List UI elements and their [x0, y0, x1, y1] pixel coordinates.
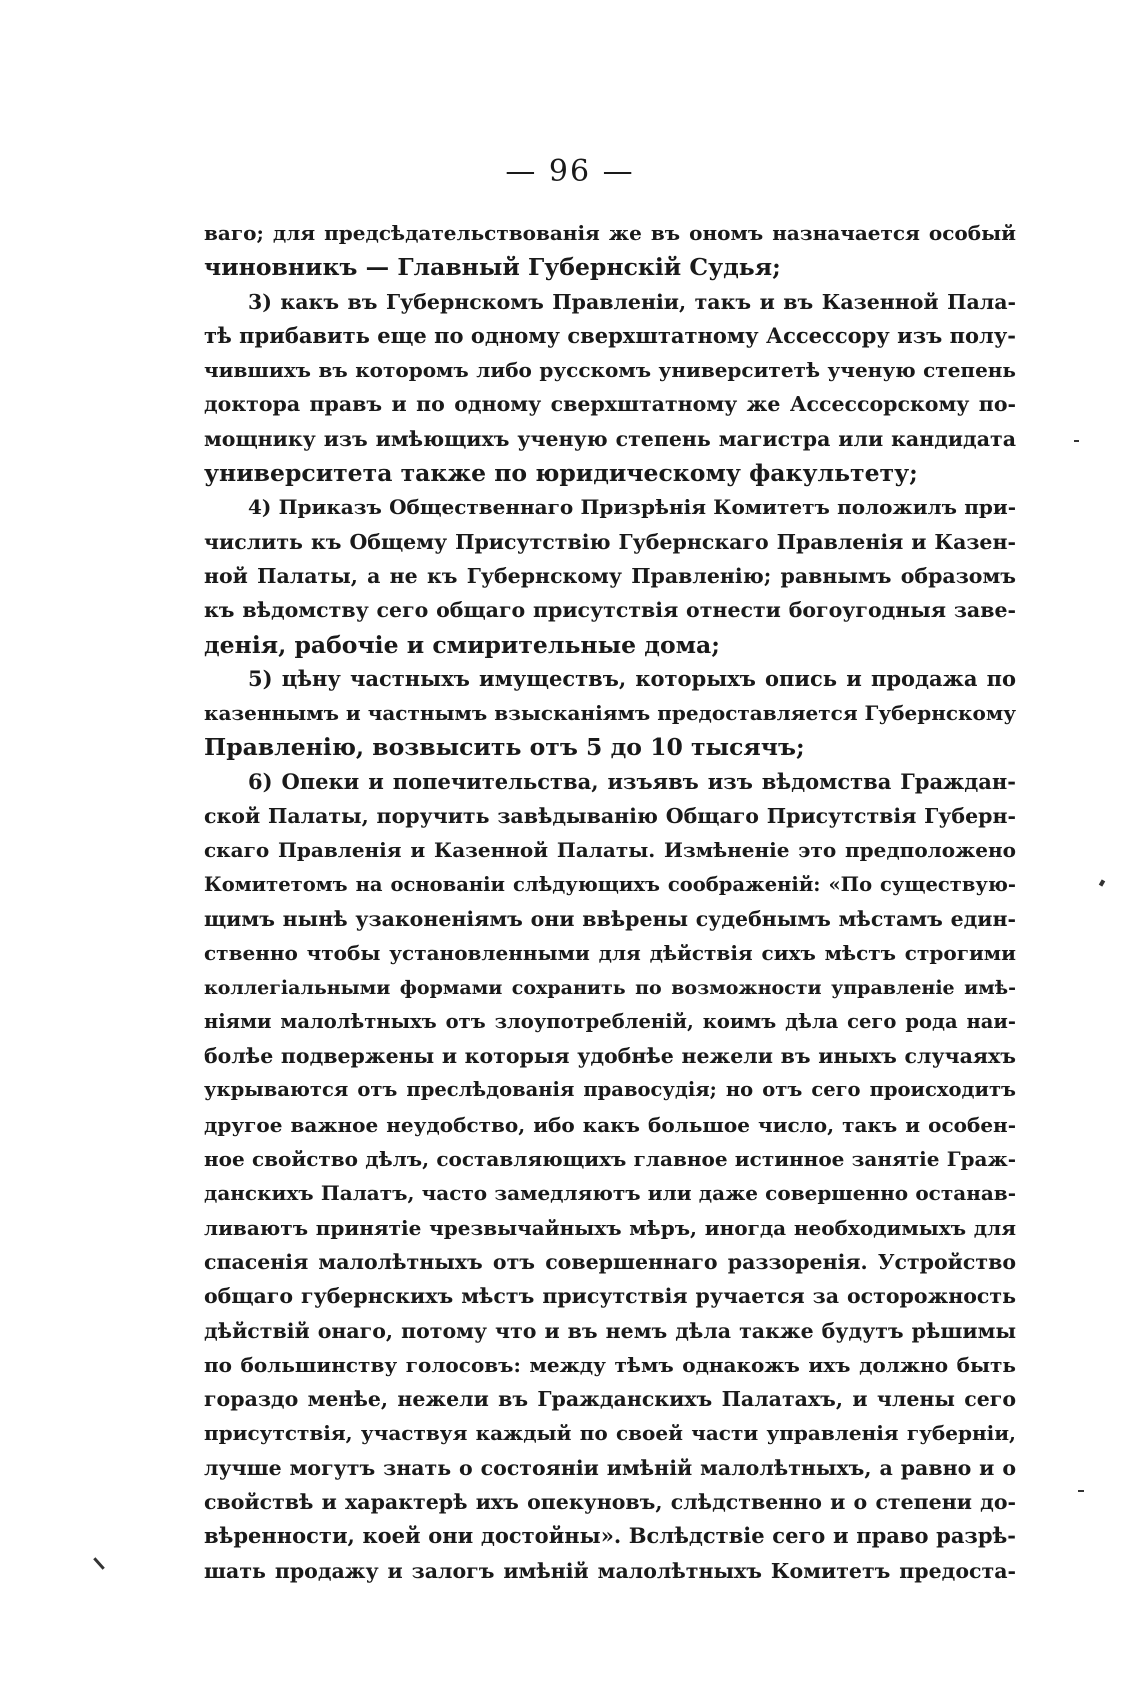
text-line: коллегіальными формами сохранить по возможности управленіе имѣ-	[204, 976, 1016, 999]
text-line: дѣйствій онаго, потому что и въ немъ дѣла также будутъ рѣшимы	[204, 1318, 1016, 1343]
body-text	[204, 216, 1016, 1588]
text-line: чившихъ въ которомъ либо русскомъ университетѣ ученую степень	[204, 358, 1016, 383]
text-line: общаго губернскихъ мѣстъ присутствія ручается за осторожность	[204, 1284, 1016, 1309]
text-line: укрываются отъ преслѣдованія правосудія; но отъ сего происходитъ	[204, 1078, 1016, 1102]
text-line: денія, рабочіе и смирительные дома;	[204, 630, 720, 659]
page-number: — 96 —	[505, 154, 635, 189]
text-line: тѣ прибавить еще по одному сверхштатному Ассессору изъ полу-	[204, 322, 1016, 348]
text-line: данскихъ Палатъ, часто замедляютъ или даже совершенно останав-	[204, 1181, 1016, 1206]
text-line: ной Палаты, а не къ Губернскому Правленію; равнымъ образомъ	[204, 563, 1016, 588]
text-line: къ вѣдомству сего общаго присутствія отнести богоугодныя заве-	[204, 598, 1016, 623]
text-line: ваго; для предсѣдательствованія же въ ономъ назначается особый	[204, 221, 1016, 245]
text-line: присутствія, участвуя каждый по своей части управленія губерніи,	[204, 1421, 1016, 1446]
text-line: лучше могутъ знать о состояніи имѣній малолѣтныхъ, а равно и о	[204, 1455, 1016, 1480]
margin-speck	[1099, 879, 1105, 886]
text-line: университета также по юридическому факультету;	[204, 459, 918, 488]
text-line: числить къ Общему Присутствію Губернскаго Правленія и Казен-	[204, 529, 1016, 554]
text-line: Правленію, возвысить отъ 5 до 10 тысячъ;	[204, 733, 805, 762]
text-line: другое важное неудобство, ибо какъ большое число, такъ и особен-	[204, 1112, 1016, 1137]
text-line: щимъ нынѣ узаконеніямъ они ввѣрены судебнымъ мѣстамъ един-	[204, 906, 1016, 931]
text-line: ственно чтобы установленными для дѣйствія сихъ мѣстъ строгими	[204, 941, 1016, 966]
text-line: по большинству голосовъ: между тѣмъ однакожъ ихъ должно быть	[204, 1352, 1016, 1377]
margin-speck	[1078, 1490, 1084, 1492]
text-line: ніями малолѣтныхъ отъ злоупотребленій, коимъ дѣла сего рода наи-	[204, 1009, 1016, 1033]
margin-speck	[93, 1557, 105, 1569]
margin-speck	[1074, 440, 1079, 442]
text-line: свойствѣ и характерѣ ихъ опекуновъ, слѣдственно и о степени до-	[204, 1489, 1016, 1514]
text-line: доктора правъ и по одному сверхштатному же Ассессорскому по-	[204, 392, 1016, 417]
text-line: казеннымъ и частнымъ взысканіямъ предоставляется Губернскому	[204, 701, 1016, 726]
text-line: ное свойство дѣлъ, составляющихъ главное истинное занятіе Граж-	[204, 1147, 1016, 1172]
text-line: 5) цѣну частныхъ имуществъ, которыхъ опись и продажа по	[248, 665, 1016, 691]
text-line: Комитетомъ на основаніи слѣдующихъ соображеній: «По существую-	[204, 872, 1016, 896]
text-line: 3) какъ въ Губернскомъ Правленіи, такъ и въ Казенной Пала-	[248, 289, 1016, 314]
text-line: ливаютъ принятіе чрезвычайныхъ мѣръ, иногда необходимыхъ для	[204, 1215, 1016, 1240]
text-line: спасенія малолѣтныхъ отъ совершеннаго раззоренія. Устройство	[204, 1249, 1016, 1274]
text-line: гораздо менѣе, нежели въ Гражданскихъ Палатахъ, и члены сего	[204, 1387, 1016, 1412]
text-line: мощнику изъ имѣющихъ ученую степень магистра или кандидата	[204, 426, 1016, 451]
text-line: вѣренности, коей они достойны». Вслѣдствіе сего и право разрѣ-	[204, 1523, 1016, 1549]
text-line: чиновникъ — Главный Губернскій Судья;	[204, 253, 781, 282]
text-line: шать продажу и залогъ имѣній малолѣтныхъ Комитетъ предоста-	[204, 1558, 1016, 1583]
text-line: болѣе подвержены и которыя удобнѣе нежели въ иныхъ случаяхъ	[204, 1044, 1016, 1069]
text-line: 6) Опеки и попечительства, изъявъ изъ вѣдомства Граждан-	[248, 768, 1016, 794]
text-line: скаго Правленія и Казенной Палаты. Измѣненіе это предположено	[204, 838, 1016, 863]
text-line: 4) Приказъ Общественнаго Призрѣнія Комитетъ положилъ при-	[248, 495, 1016, 520]
text-line: ской Палаты, поручить завѣдыванію Общаго Присутствія Губерн-	[204, 804, 1016, 829]
